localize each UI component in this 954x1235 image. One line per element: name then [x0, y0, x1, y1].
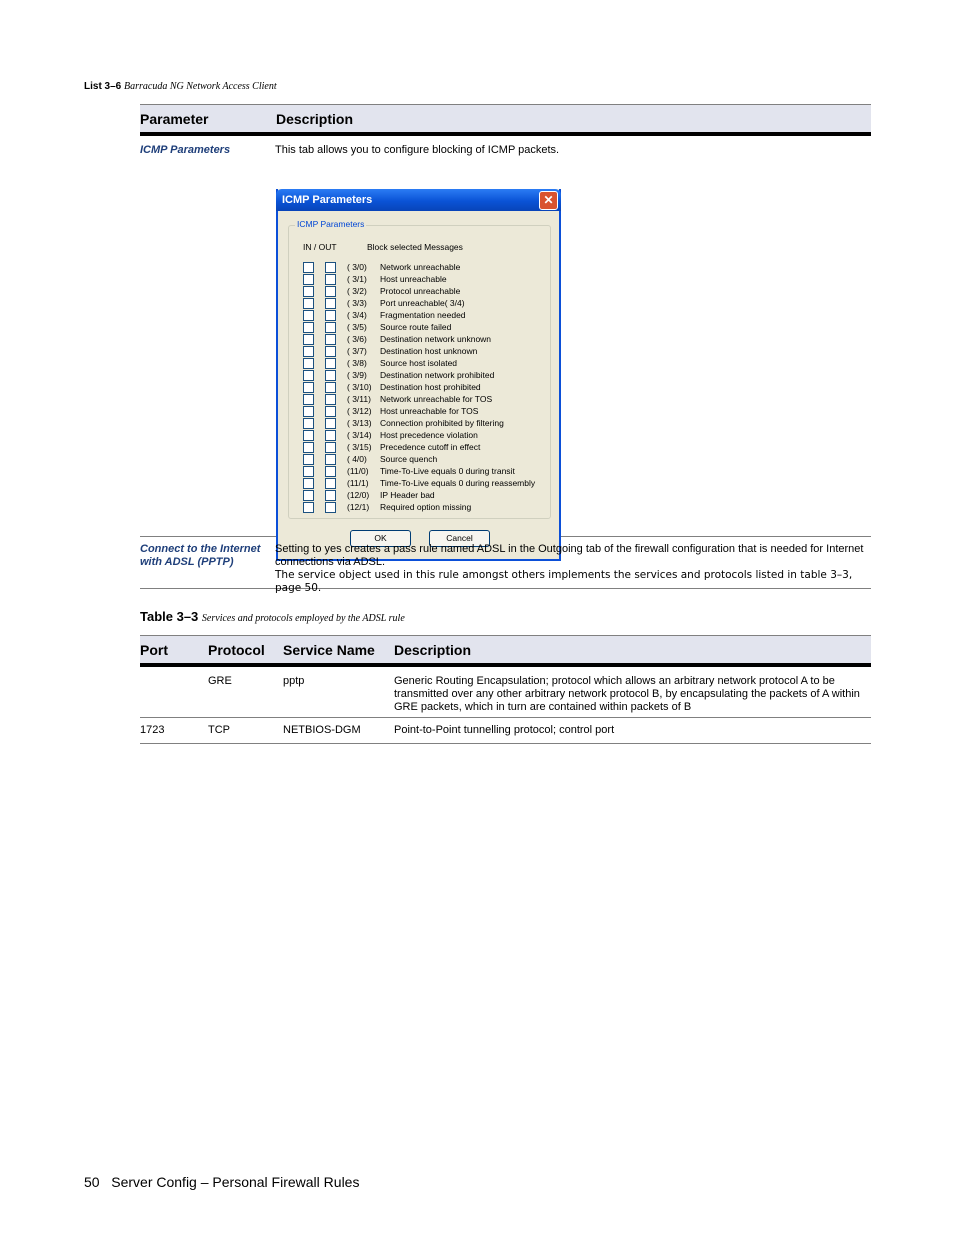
out-checkbox[interactable] [325, 322, 336, 333]
icmp-row [289, 322, 549, 334]
icmp-row [289, 262, 549, 274]
icmp-row [289, 406, 549, 418]
out-checkbox[interactable] [325, 346, 336, 357]
table-row [140, 667, 871, 718]
icmp-code: ( 3/10) [347, 382, 372, 392]
icmp-row [289, 382, 549, 394]
in-checkbox[interactable] [303, 490, 314, 501]
icmp-code: ( 3/2) [347, 286, 367, 296]
out-checkbox[interactable] [325, 490, 336, 501]
in-checkbox[interactable] [303, 502, 314, 513]
table3-caption [140, 609, 405, 624]
desc-adsl-line3: The service object used in this rule amongst others implements the services and protocols listed in table 3–3, page 50. [275, 569, 853, 594]
icmp-row [289, 274, 549, 286]
icmp-code: (12/1) [347, 502, 370, 512]
cell-service: NETBIOS-DGM [283, 724, 361, 736]
icmp-row [289, 394, 549, 406]
icmp-row [289, 442, 549, 454]
cell-port: 1723 [140, 724, 165, 736]
out-checkbox[interactable] [325, 286, 336, 297]
icmp-message: Fragmentation needed [380, 310, 466, 320]
icmp-row [289, 310, 549, 322]
icmp-message: Precedence cutoff in effect [380, 442, 481, 452]
cell-description: Point-to-Point tunnelling protocol; control port [394, 724, 615, 736]
icmp-code: (11/0) [347, 466, 369, 476]
in-checkbox[interactable] [303, 262, 314, 273]
out-checkbox[interactable] [325, 274, 336, 285]
out-checkbox[interactable] [325, 466, 336, 477]
out-checkbox[interactable] [325, 442, 336, 453]
out-checkbox[interactable] [325, 454, 336, 465]
icmp-row [289, 286, 549, 298]
row-adsl [140, 537, 871, 594]
icmp-row [289, 334, 549, 346]
param-icmp-parameters: ICMP Parameters [140, 144, 231, 156]
header-description: Description [394, 642, 472, 658]
in-checkbox[interactable] [303, 478, 314, 489]
group-label: ICMP Parameters [297, 219, 365, 229]
dialog-title-bar [276, 189, 561, 211]
icmp-message: Connection prohibited by filtering [380, 418, 504, 428]
col-block-messages: Block selected Messages [367, 242, 463, 252]
icmp-row [289, 490, 549, 502]
icmp-message: Destination host prohibited [380, 382, 481, 392]
icmp-code: ( 3/4) [347, 310, 367, 320]
cancel-button[interactable]: Cancel [429, 530, 490, 547]
in-checkbox[interactable] [303, 418, 314, 429]
in-checkbox[interactable] [303, 370, 314, 381]
icmp-row [289, 346, 549, 358]
icmp-row [289, 370, 549, 382]
icmp-message: Host unreachable for TOS [380, 406, 479, 416]
table3-caption-label: Table 3–3 [140, 609, 199, 624]
parameter-table [140, 104, 871, 594]
icmp-message: Port unreachable( 3/4) [380, 298, 465, 308]
icmp-message: Source quench [380, 454, 438, 464]
out-checkbox[interactable] [325, 502, 336, 513]
out-checkbox[interactable] [325, 382, 336, 393]
close-icon[interactable]: ✕ [539, 191, 558, 210]
icmp-row [289, 466, 549, 478]
header-protocol: Protocol [208, 642, 265, 658]
header-parameter: Parameter [140, 111, 209, 127]
in-checkbox[interactable] [303, 274, 314, 285]
list-caption [84, 81, 277, 92]
col-in-out: IN / OUT [303, 242, 337, 252]
out-checkbox[interactable] [325, 334, 336, 345]
list-caption-title: Barracuda NG Network Access Client [124, 81, 277, 92]
out-checkbox[interactable] [325, 298, 336, 309]
icmp-code: ( 3/13) [347, 418, 372, 428]
in-checkbox[interactable] [303, 454, 314, 465]
icmp-code: ( 3/3) [347, 298, 367, 308]
icmp-message: Time-To-Live equals 0 during transit [380, 466, 515, 476]
icmp-message: IP Header bad [380, 490, 435, 500]
icmp-code: ( 3/11) [347, 394, 371, 404]
in-checkbox[interactable] [303, 310, 314, 321]
ok-button[interactable]: OK [350, 530, 411, 547]
icmp-message: Required option missing [380, 502, 472, 512]
in-checkbox[interactable] [303, 406, 314, 417]
in-checkbox[interactable] [303, 466, 314, 477]
list-caption-label: List 3–6 [84, 81, 122, 92]
table-row [140, 718, 871, 744]
icmp-code: ( 3/14) [347, 430, 372, 440]
page-number: 50 [84, 1174, 100, 1190]
services-table [140, 635, 871, 744]
out-checkbox[interactable] [325, 406, 336, 417]
in-checkbox[interactable] [303, 430, 314, 441]
icmp-code: ( 3/6) [347, 334, 367, 344]
icmp-message: Destination network prohibited [380, 370, 495, 380]
cell-description [394, 675, 871, 714]
header-description: Description [276, 111, 354, 127]
dialog-title: ICMP Parameters [282, 194, 373, 206]
header-service-name: Service Name [283, 642, 375, 658]
icmp-group-box [288, 219, 551, 519]
param-adsl-line1: Connect to the Internet [140, 543, 261, 555]
desc-adsl-line1: Setting to yes creates a pass rule named ADSL in the Outgoing tab of the firewall configuration that is needed for Internet [275, 543, 864, 555]
desc-adsl [275, 543, 865, 595]
in-checkbox[interactable] [303, 298, 314, 309]
in-checkbox[interactable] [303, 346, 314, 357]
out-checkbox[interactable] [325, 358, 336, 369]
icmp-row [289, 358, 549, 370]
parameter-table-header [140, 104, 871, 136]
icmp-code: (12/0) [347, 490, 370, 500]
param-adsl [140, 543, 260, 569]
icmp-message: Protocol unreachable [380, 286, 461, 296]
icmp-code: ( 3/9) [347, 370, 367, 380]
icmp-row [289, 454, 549, 466]
icmp-dialog [276, 189, 561, 561]
icmp-message: Source route failed [380, 322, 452, 332]
in-checkbox[interactable] [303, 394, 314, 405]
in-checkbox[interactable] [303, 358, 314, 369]
icmp-code: ( 3/12) [347, 406, 372, 416]
icmp-message: Destination host unknown [380, 346, 478, 356]
cell-description-line2: transmitted over any other arbitrary network protocol B, by encapsulating the packets of A within [394, 688, 860, 700]
icmp-message: Time-To-Live equals 0 during reassembly [380, 478, 536, 488]
page-footer [84, 1174, 359, 1190]
icmp-code: ( 3/1) [347, 274, 367, 284]
cell-service: pptp [283, 675, 305, 687]
icmp-row [289, 430, 549, 442]
cell-protocol: TCP [208, 724, 230, 736]
cell-description-line3: GRE packets, which in turn are contained within packets of B [394, 701, 692, 713]
in-checkbox[interactable] [303, 382, 314, 393]
icmp-code: ( 3/5) [347, 322, 367, 332]
icmp-row [289, 502, 549, 514]
icmp-message: Host unreachable [380, 274, 447, 284]
header-port: Port [140, 642, 168, 658]
desc-adsl-line2: connections via ADSL. [275, 556, 386, 568]
icmp-row [289, 298, 549, 310]
icmp-code: (11/1) [347, 478, 369, 488]
icmp-row [289, 418, 549, 430]
icmp-message: Source host isolated [380, 358, 458, 368]
desc-icmp-parameters: This tab allows you to configure blocking of ICMP packets. [275, 144, 560, 156]
icmp-code: ( 4/0) [347, 454, 367, 464]
out-checkbox[interactable] [325, 370, 336, 381]
icmp-message: Destination network unknown [380, 334, 492, 344]
param-adsl-line2: with ADSL (PPTP) [140, 556, 234, 568]
out-checkbox[interactable] [325, 430, 336, 441]
in-checkbox[interactable] [303, 334, 314, 345]
icmp-message: Network unreachable for TOS [380, 394, 493, 404]
in-checkbox[interactable] [303, 322, 314, 333]
out-checkbox[interactable] [325, 310, 336, 321]
in-checkbox[interactable] [303, 286, 314, 297]
cell-protocol: GRE [208, 675, 232, 687]
icmp-message: Host precedence violation [380, 430, 478, 440]
icmp-code: ( 3/8) [347, 358, 367, 368]
icmp-code: ( 3/15) [347, 442, 372, 452]
out-checkbox[interactable] [325, 262, 336, 273]
table3-caption-title: Services and protocols employed by the ADSL rule [201, 613, 405, 624]
icmp-code: ( 3/7) [347, 346, 367, 356]
icmp-row [289, 478, 549, 490]
out-checkbox[interactable] [325, 418, 336, 429]
icmp-code: ( 3/0) [347, 262, 367, 272]
services-table-header [140, 635, 871, 667]
row-icmp-parameters [140, 136, 871, 543]
out-checkbox[interactable] [325, 394, 336, 405]
in-checkbox[interactable] [303, 442, 314, 453]
out-checkbox[interactable] [325, 478, 336, 489]
icmp-message: Network unreachable [380, 262, 461, 272]
footer-title: Server Config – Personal Firewall Rules [111, 1174, 360, 1190]
cell-description-line1: Generic Routing Encapsulation; protocol which allows an arbitrary network protocol A to be [394, 675, 835, 687]
